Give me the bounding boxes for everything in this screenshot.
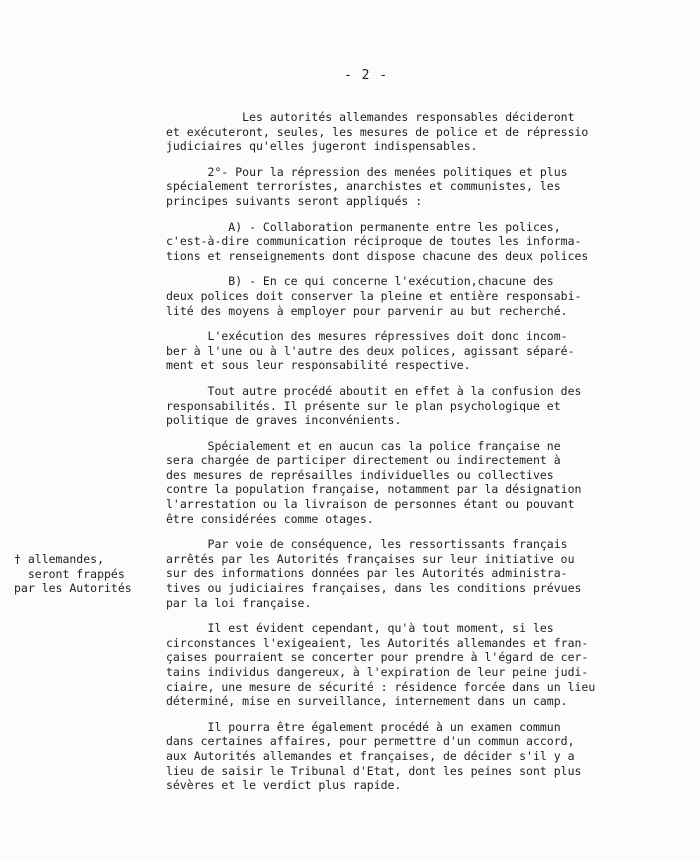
text-line: Il pourra être également procédé à un examen commun bbox=[166, 719, 561, 734]
text-line: sur des informations données par les Autorités administra- bbox=[166, 566, 568, 581]
text-line: des mesures de représailles individuelles ou collectives bbox=[166, 467, 554, 482]
text-line: sera chargée de participer directement ou indirectement à bbox=[166, 453, 561, 468]
text-line: politique de graves inconvénients. bbox=[166, 413, 402, 428]
text-line: Par voie de conséquence, les ressortissants français bbox=[166, 537, 568, 552]
text-line: sévères et le verdict plus rapide. bbox=[166, 778, 402, 793]
paragraph bbox=[166, 537, 694, 610]
paragraph bbox=[166, 110, 694, 154]
paragraph bbox=[166, 439, 694, 527]
text-line: contre la population française, notamment par la désignation bbox=[166, 482, 582, 497]
text-line: ciaire, une mesure de sécurité : résidence forcée dans un lieu bbox=[166, 679, 596, 694]
text-line: par la loi française. bbox=[166, 595, 312, 610]
text-line: ment et sous leur responsabilité respective. bbox=[166, 358, 471, 373]
text-line: Les autorités allemandes responsables décideront bbox=[166, 110, 575, 124]
text-line: judiciaires qu'elles jugeront indispensables. bbox=[166, 139, 478, 154]
text-line: arrêtés par les Autorités françaises sur leur initiative ou bbox=[166, 551, 575, 566]
text-line: Il est évident cependant, qu'à tout moment, si les bbox=[166, 621, 554, 636]
text-line: c'est-à-dire communication réciproque de toutes les informa- bbox=[166, 234, 582, 249]
text-line: circonstances l'exigeaient, les Autorités allemandes et fran- bbox=[166, 635, 589, 650]
text-line: A) - Collaboration permanente entre les polices, bbox=[166, 219, 561, 234]
paragraph bbox=[166, 720, 694, 793]
text-line: 2°- Pour la répression des menées politiques et plus bbox=[166, 164, 568, 179]
text-line: dans certaines affaires, pour permettre d'un commun accord, bbox=[166, 734, 575, 749]
paragraph bbox=[166, 384, 694, 428]
paragraph bbox=[166, 165, 694, 209]
text-line: lieu de saisir le Tribunal d'Etat, dont les peines sont plus bbox=[166, 763, 582, 778]
text-line: Spécialement et en aucun cas la police française ne bbox=[166, 438, 561, 453]
text-line: responsabilités. Il présente sur le plan psychologique et bbox=[166, 398, 561, 413]
paragraph bbox=[166, 329, 694, 373]
text-line: spécialement terroristes, anarchistes et communistes, les bbox=[166, 179, 561, 194]
margin-note-line: par les Autorités bbox=[14, 581, 132, 596]
text-line: tives ou judiciaires françaises, dans les conditions prévues bbox=[166, 581, 582, 596]
page-number: - 2 - bbox=[344, 68, 389, 83]
paragraph bbox=[166, 274, 694, 318]
text-line: tains individus dangereux, à l'expiration de leur peine judi- bbox=[166, 665, 589, 679]
text-line: principes suivants seront appliqués : bbox=[166, 193, 423, 208]
margin-note-line: † allemandes, bbox=[14, 552, 105, 566]
text-line: tions et renseignements dont dispose chacune des deux polices bbox=[166, 248, 589, 263]
text-line: déterminé, mise en surveillance, internement dans un camp. bbox=[166, 694, 568, 709]
margin-annotation bbox=[14, 552, 164, 596]
margin-note-line: seront frappés bbox=[14, 566, 125, 581]
text-line: B) - En ce qui concerne l'exécution,chacune des bbox=[166, 274, 554, 289]
text-line: aux Autorités allemandes et françaises, de décider s'il y a bbox=[166, 748, 575, 763]
text-line: et exécuteront, seules, les mesures de police et de répressio bbox=[166, 124, 589, 139]
text-line: L'exécution des mesures répressives doit donc incom- bbox=[166, 329, 568, 344]
text-line: être considérées comme otages. bbox=[166, 511, 374, 526]
paragraph bbox=[166, 220, 694, 264]
text-line: lité des moyens à employer pour parvenir au but recherché. bbox=[166, 303, 568, 318]
text-line: l'arrestation ou la livraison de personnes étant ou pouvant bbox=[166, 497, 575, 512]
text-line: çaises pourraient se concerter pour prendre à l'égard de cer- bbox=[166, 650, 589, 665]
text-line: Tout autre procédé aboutit en effet à la confusion des bbox=[166, 383, 582, 398]
text-line: ber à l'une ou à l'autre des deux polices, agissant séparé- bbox=[166, 343, 575, 358]
text-line: deux polices doit conserver la pleine et entière responsabi- bbox=[166, 288, 582, 303]
document-body bbox=[166, 110, 694, 804]
paragraph bbox=[166, 621, 694, 709]
